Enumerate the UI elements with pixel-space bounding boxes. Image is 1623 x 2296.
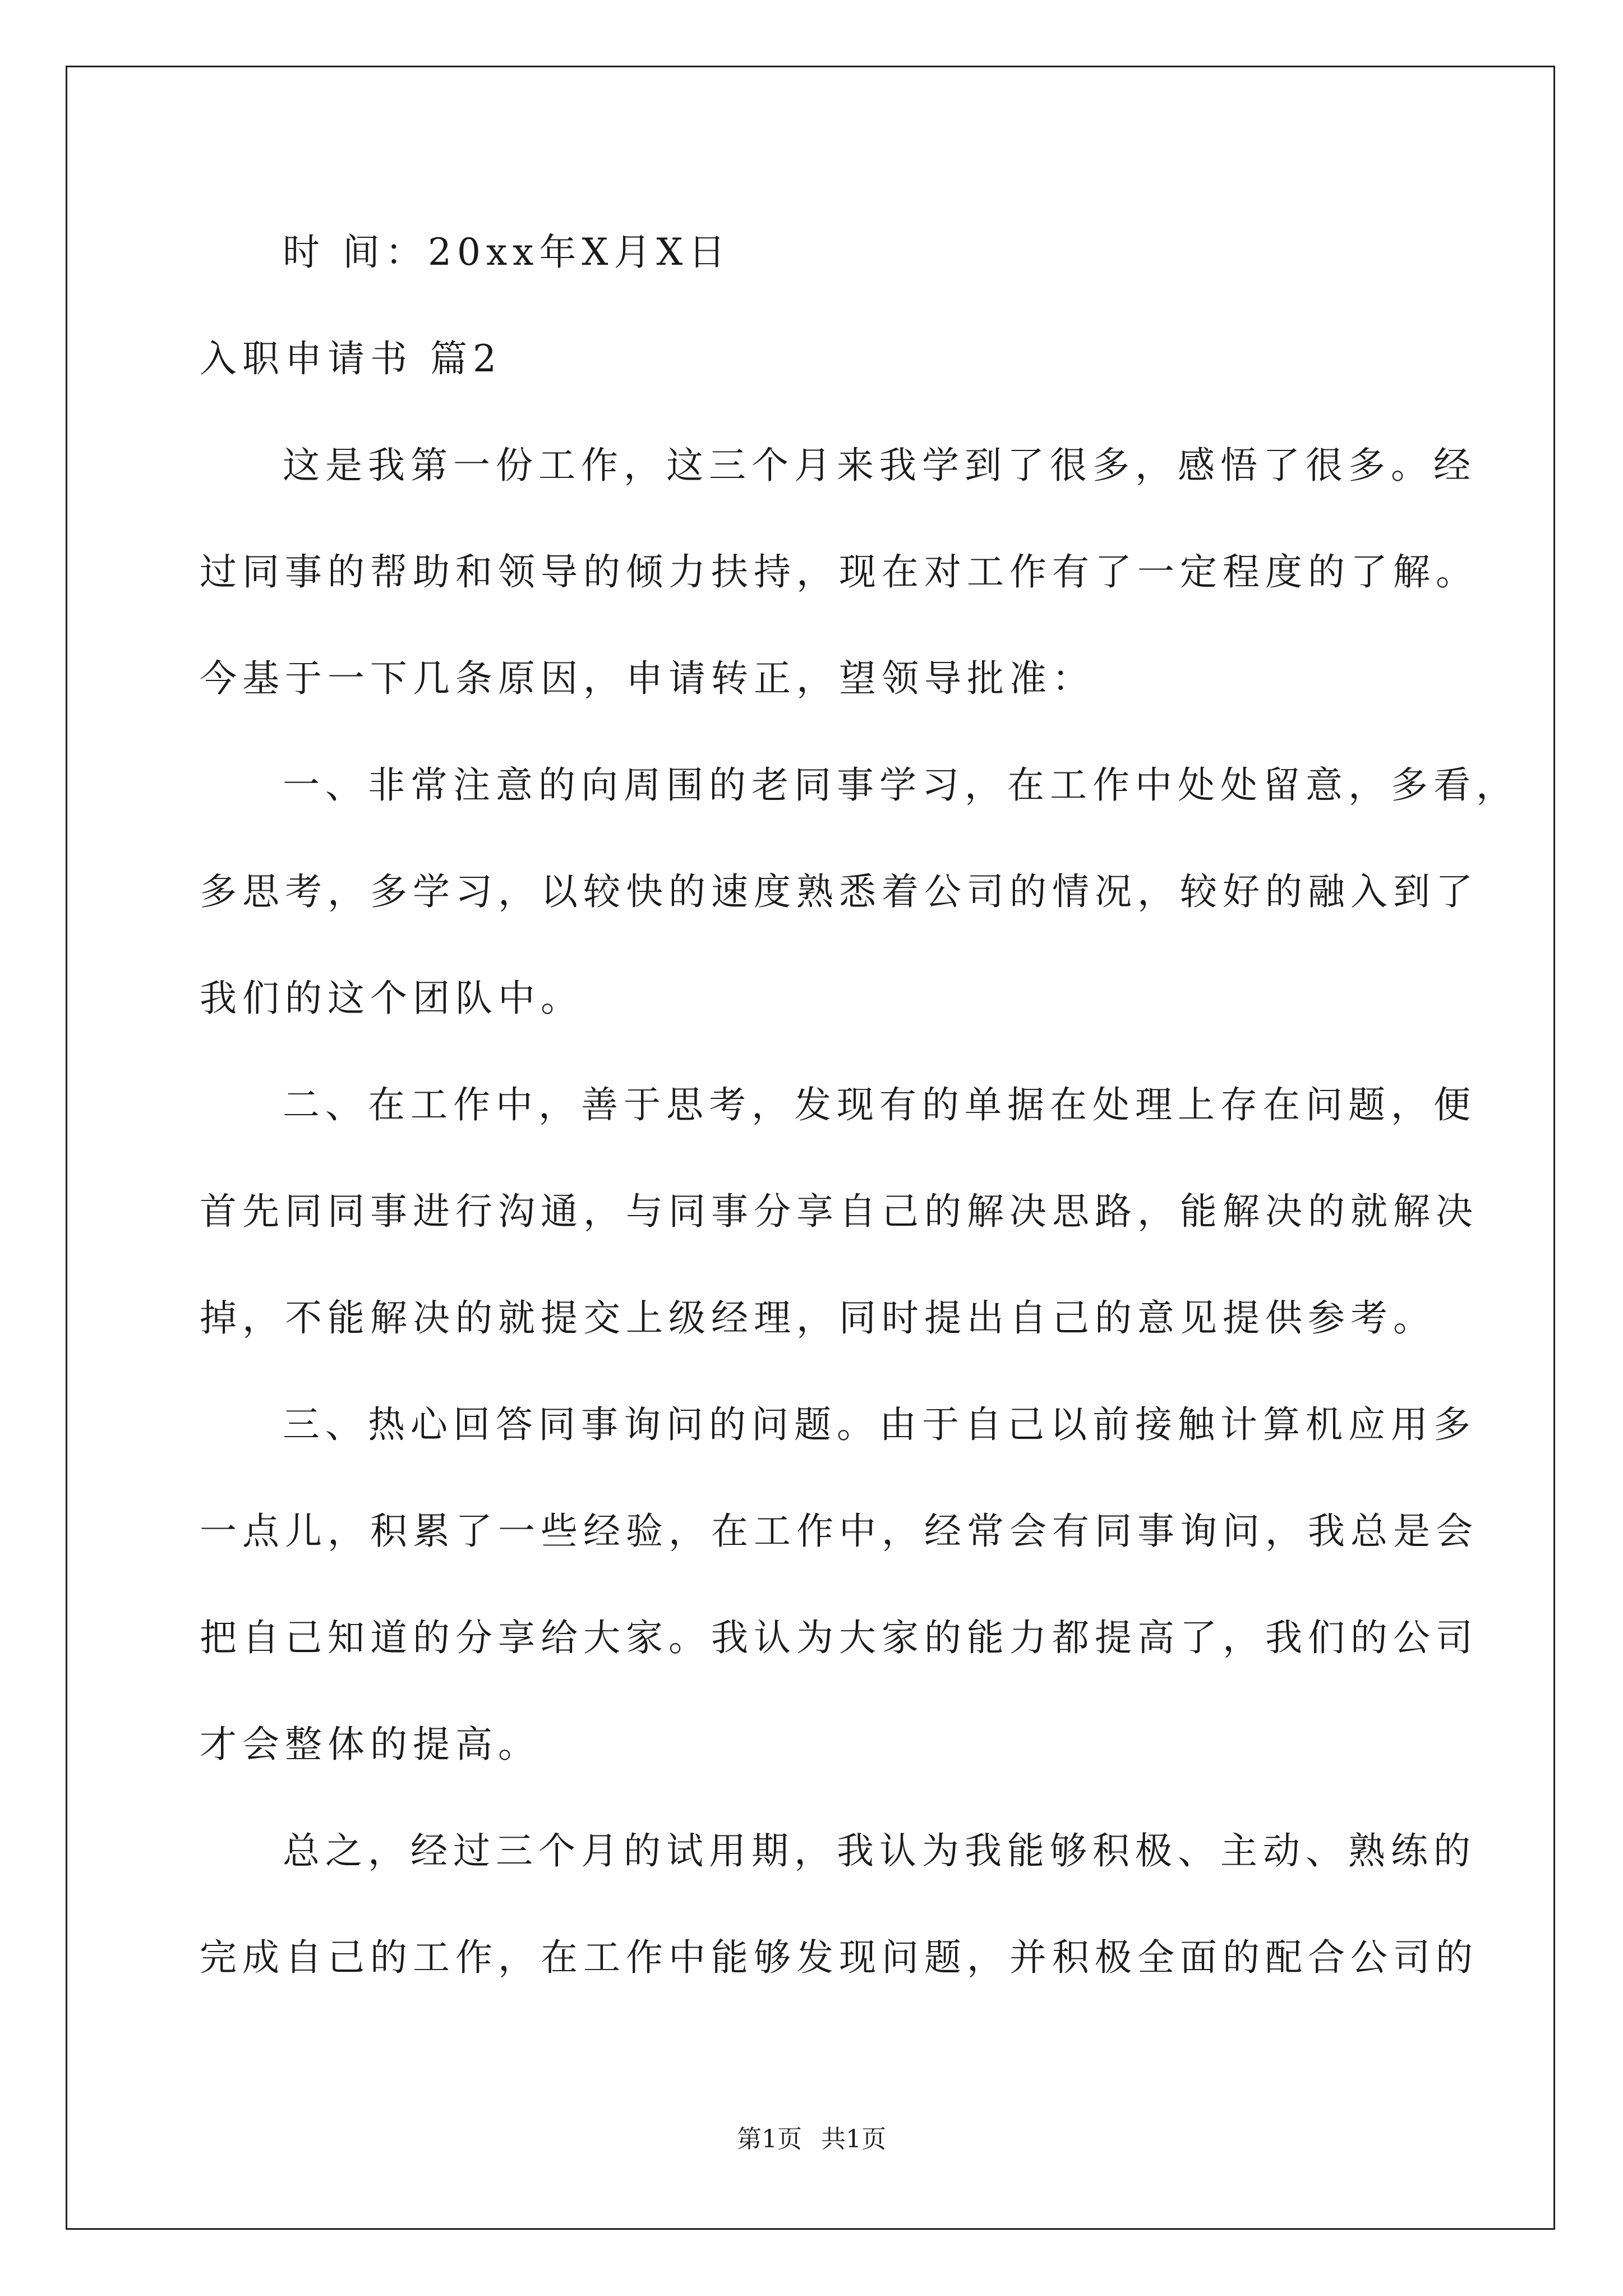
paragraph-line: 总之，经过三个月的试用期，我认为我能够积极、主动、熟练的 xyxy=(283,1829,1476,1872)
paragraph-line: 二、在工作中，善于思考，发现有的单据在处理上存在问题，便 xyxy=(283,1083,1476,1126)
page-footer xyxy=(0,2124,1623,2155)
paragraph-line: 多思考，多学习，以较快的速度熟悉着公司的情况，较好的融入到了 xyxy=(200,870,1478,913)
page-total: 共1页 xyxy=(821,2125,886,2154)
paragraph-line: 三、热心回答同事询问的问题。由于自己以前接触计算机应用多 xyxy=(283,1403,1476,1446)
paragraph-line: 把自己知道的分享给大家。我认为大家的能力都提高了，我们的公司 xyxy=(200,1616,1478,1659)
paragraph-line: 完成自己的工作，在工作中能够发现问题，并积极全面的配合公司的 xyxy=(200,1936,1478,1979)
section-heading: 入职申请书 篇2 xyxy=(200,337,502,380)
page-number: 第1页 xyxy=(737,2125,802,2154)
date-line: 时 间：20xx年X月X日 xyxy=(283,231,731,274)
paragraph-line: 一、非常注意的向周围的老同事学习，在工作中处处留意，多看， xyxy=(283,763,1519,807)
paragraph-line: 我们的这个团队中。 xyxy=(200,977,583,1020)
paragraph-line: 这是我第一份工作，这三个月来我学到了很多，感悟了很多。经 xyxy=(283,444,1476,487)
page-border xyxy=(66,66,1555,2230)
paragraph-line: 今基于一下几条原因，申请转正，望领导批准： xyxy=(200,657,1095,700)
paragraph-line: 掉，不能解决的就提交上级经理，同时提出自己的意见提供参考。 xyxy=(200,1296,1436,1340)
paragraph-line: 过同事的帮助和领导的倾力扶持，现在对工作有了一定程度的了解。 xyxy=(200,550,1478,593)
paragraph-line: 首先同同事进行沟通，与同事分享自己的解决思路，能解决的就解决 xyxy=(200,1190,1478,1233)
paragraph-line: 一点儿，积累了一些经验，在工作中，经常会有同事询问，我总是会 xyxy=(200,1510,1478,1553)
paragraph-line: 才会整体的提高。 xyxy=(200,1723,541,1766)
